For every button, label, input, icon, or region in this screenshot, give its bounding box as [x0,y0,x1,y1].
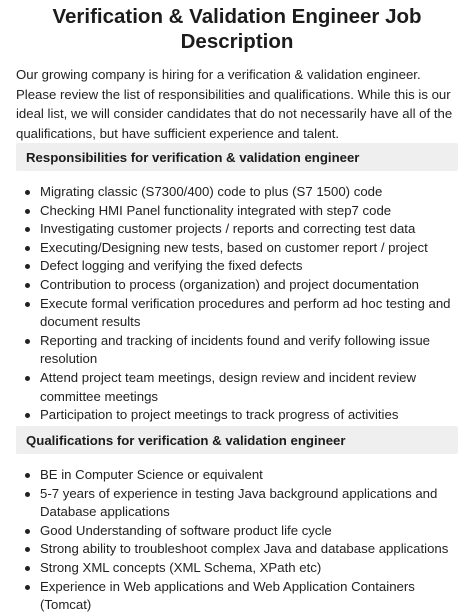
list-item: Good Understanding of software product life cycle [16,522,460,541]
list-item: Executing/Designing new tests, based on customer report / project [16,239,460,258]
list-item: Contribution to process (organization) and project documentation [16,276,460,295]
list-item: Participation to project meetings to track progress of activities [16,406,460,425]
list-item: Experience in Web applications and Web Application Containers (Tomcat) [16,578,460,615]
list-item: Strong XML concepts (XML Schema, XPath etc) [16,559,460,578]
list-item: Attend project team meetings, design review and incident review committee meetings [16,369,460,406]
list-item: Reporting and tracking of incidents found and verify following issue resolution [16,332,460,369]
responsibilities-heading: Responsibilities for verification & validation engineer [26,149,360,165]
qualifications-heading: Qualifications for verification & validation engineer [26,432,346,448]
intro-paragraph: Our growing company is hiring for a verification & validation engineer. Please review the list of responsibilities and qualifications. While this is our ideal list, we will consider candidates that do not necessarily have all of the qualifications, but have sufficient experience and talent. [16,67,453,141]
qualifications-section-header [16,426,458,454]
list-item: Migrating classic (S7300/400) code to plus (S7 1500) code [16,183,460,202]
responsibilities-section-header [16,143,458,171]
qualifications-list [16,466,460,615]
list-item: Checking HMI Panel functionality integrated with step7 code [16,202,460,221]
list-item: BE in Computer Science or equivalent [16,466,460,485]
list-item: Strong ability to troubleshoot complex Java and database applications [16,540,460,559]
list-item: 5-7 years of experience in testing Java background applications and Database applications [16,485,460,522]
responsibilities-list [16,183,460,425]
list-item: Investigating customer projects / reports and correcting test data [16,220,460,239]
page-title: Verification & Validation Engineer Job Description [52,5,422,53]
list-item: Execute formal verification procedures and perform ad hoc testing and document results [16,295,460,332]
list-item: Defect logging and verifying the fixed defects [16,257,460,276]
